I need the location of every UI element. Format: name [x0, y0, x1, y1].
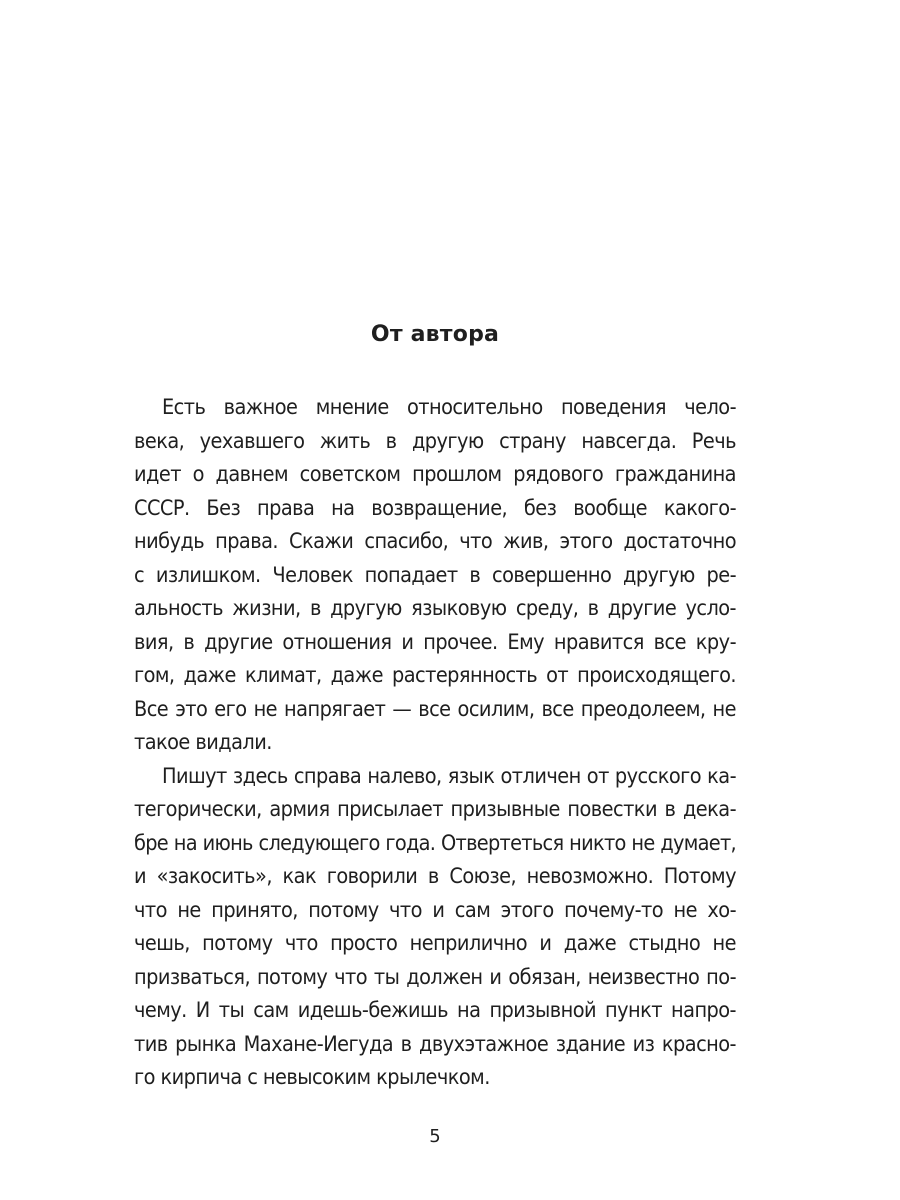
text-line: призваться, потому что ты должен и обязан, неизвестно по-	[134, 964, 736, 990]
text-line: идет о давнем советском прошлом рядового гражданина	[134, 462, 736, 487]
text-line: СССР. Без права на возвращение, без вообще какого-	[134, 495, 736, 521]
paragraph-1	[134, 391, 736, 760]
text-line: бре на июнь следующего года. Отвертеться никто не думает,	[134, 830, 736, 856]
page-number: 5	[429, 1126, 441, 1147]
text-line: тегорически, армия присылает призывные повестки в дека-	[134, 797, 736, 822]
text-line: вия, в другие отношения и прочее. Ему нравится все кру-	[134, 629, 736, 655]
text-line: что не принято, потому что и сам этого почему-то не хо-	[134, 897, 736, 923]
text-line: чему. И ты сам идешь-бежишь на призывной пункт напро-	[134, 998, 736, 1023]
text-line: века, уехавшего жить в другую страну навсегда. Речь	[134, 428, 736, 454]
text-line: Все это его не напрягает — все осилим, все преодолеем, не	[134, 696, 736, 722]
text-line: Пишут здесь справа налево, язык отличен от русского ка-	[162, 763, 736, 789]
text-line: тив рынка Махане-Иегуда в двухэтажное здание из красно-	[134, 1031, 736, 1057]
text-line: и «закосить», как говорили в Союзе, невозможно. Потому	[134, 864, 736, 889]
text-line: гом, даже климат, даже растерянность от происходящего.	[134, 663, 736, 688]
text-line: такое видали.	[134, 730, 272, 755]
text-line: с излишком. Человек попадает в совершенно другую ре-	[134, 562, 736, 588]
text-line: Есть важное мнение относительно поведения чело-	[162, 395, 736, 420]
text-line: альность жизни, в другую языковую среду, в другие усло-	[134, 596, 736, 621]
text-line: нибудь права. Скажи спасибо, что жив, этого достаточно	[134, 529, 736, 554]
body-text	[134, 391, 736, 1095]
chapter-heading: От автора	[370, 322, 500, 347]
paragraph-2	[134, 760, 736, 1095]
text-line: чешь, потому что просто неприлично и даже стыдно не	[134, 931, 736, 956]
text-line: го кирпича с невысоким крылечком.	[134, 1065, 490, 1090]
